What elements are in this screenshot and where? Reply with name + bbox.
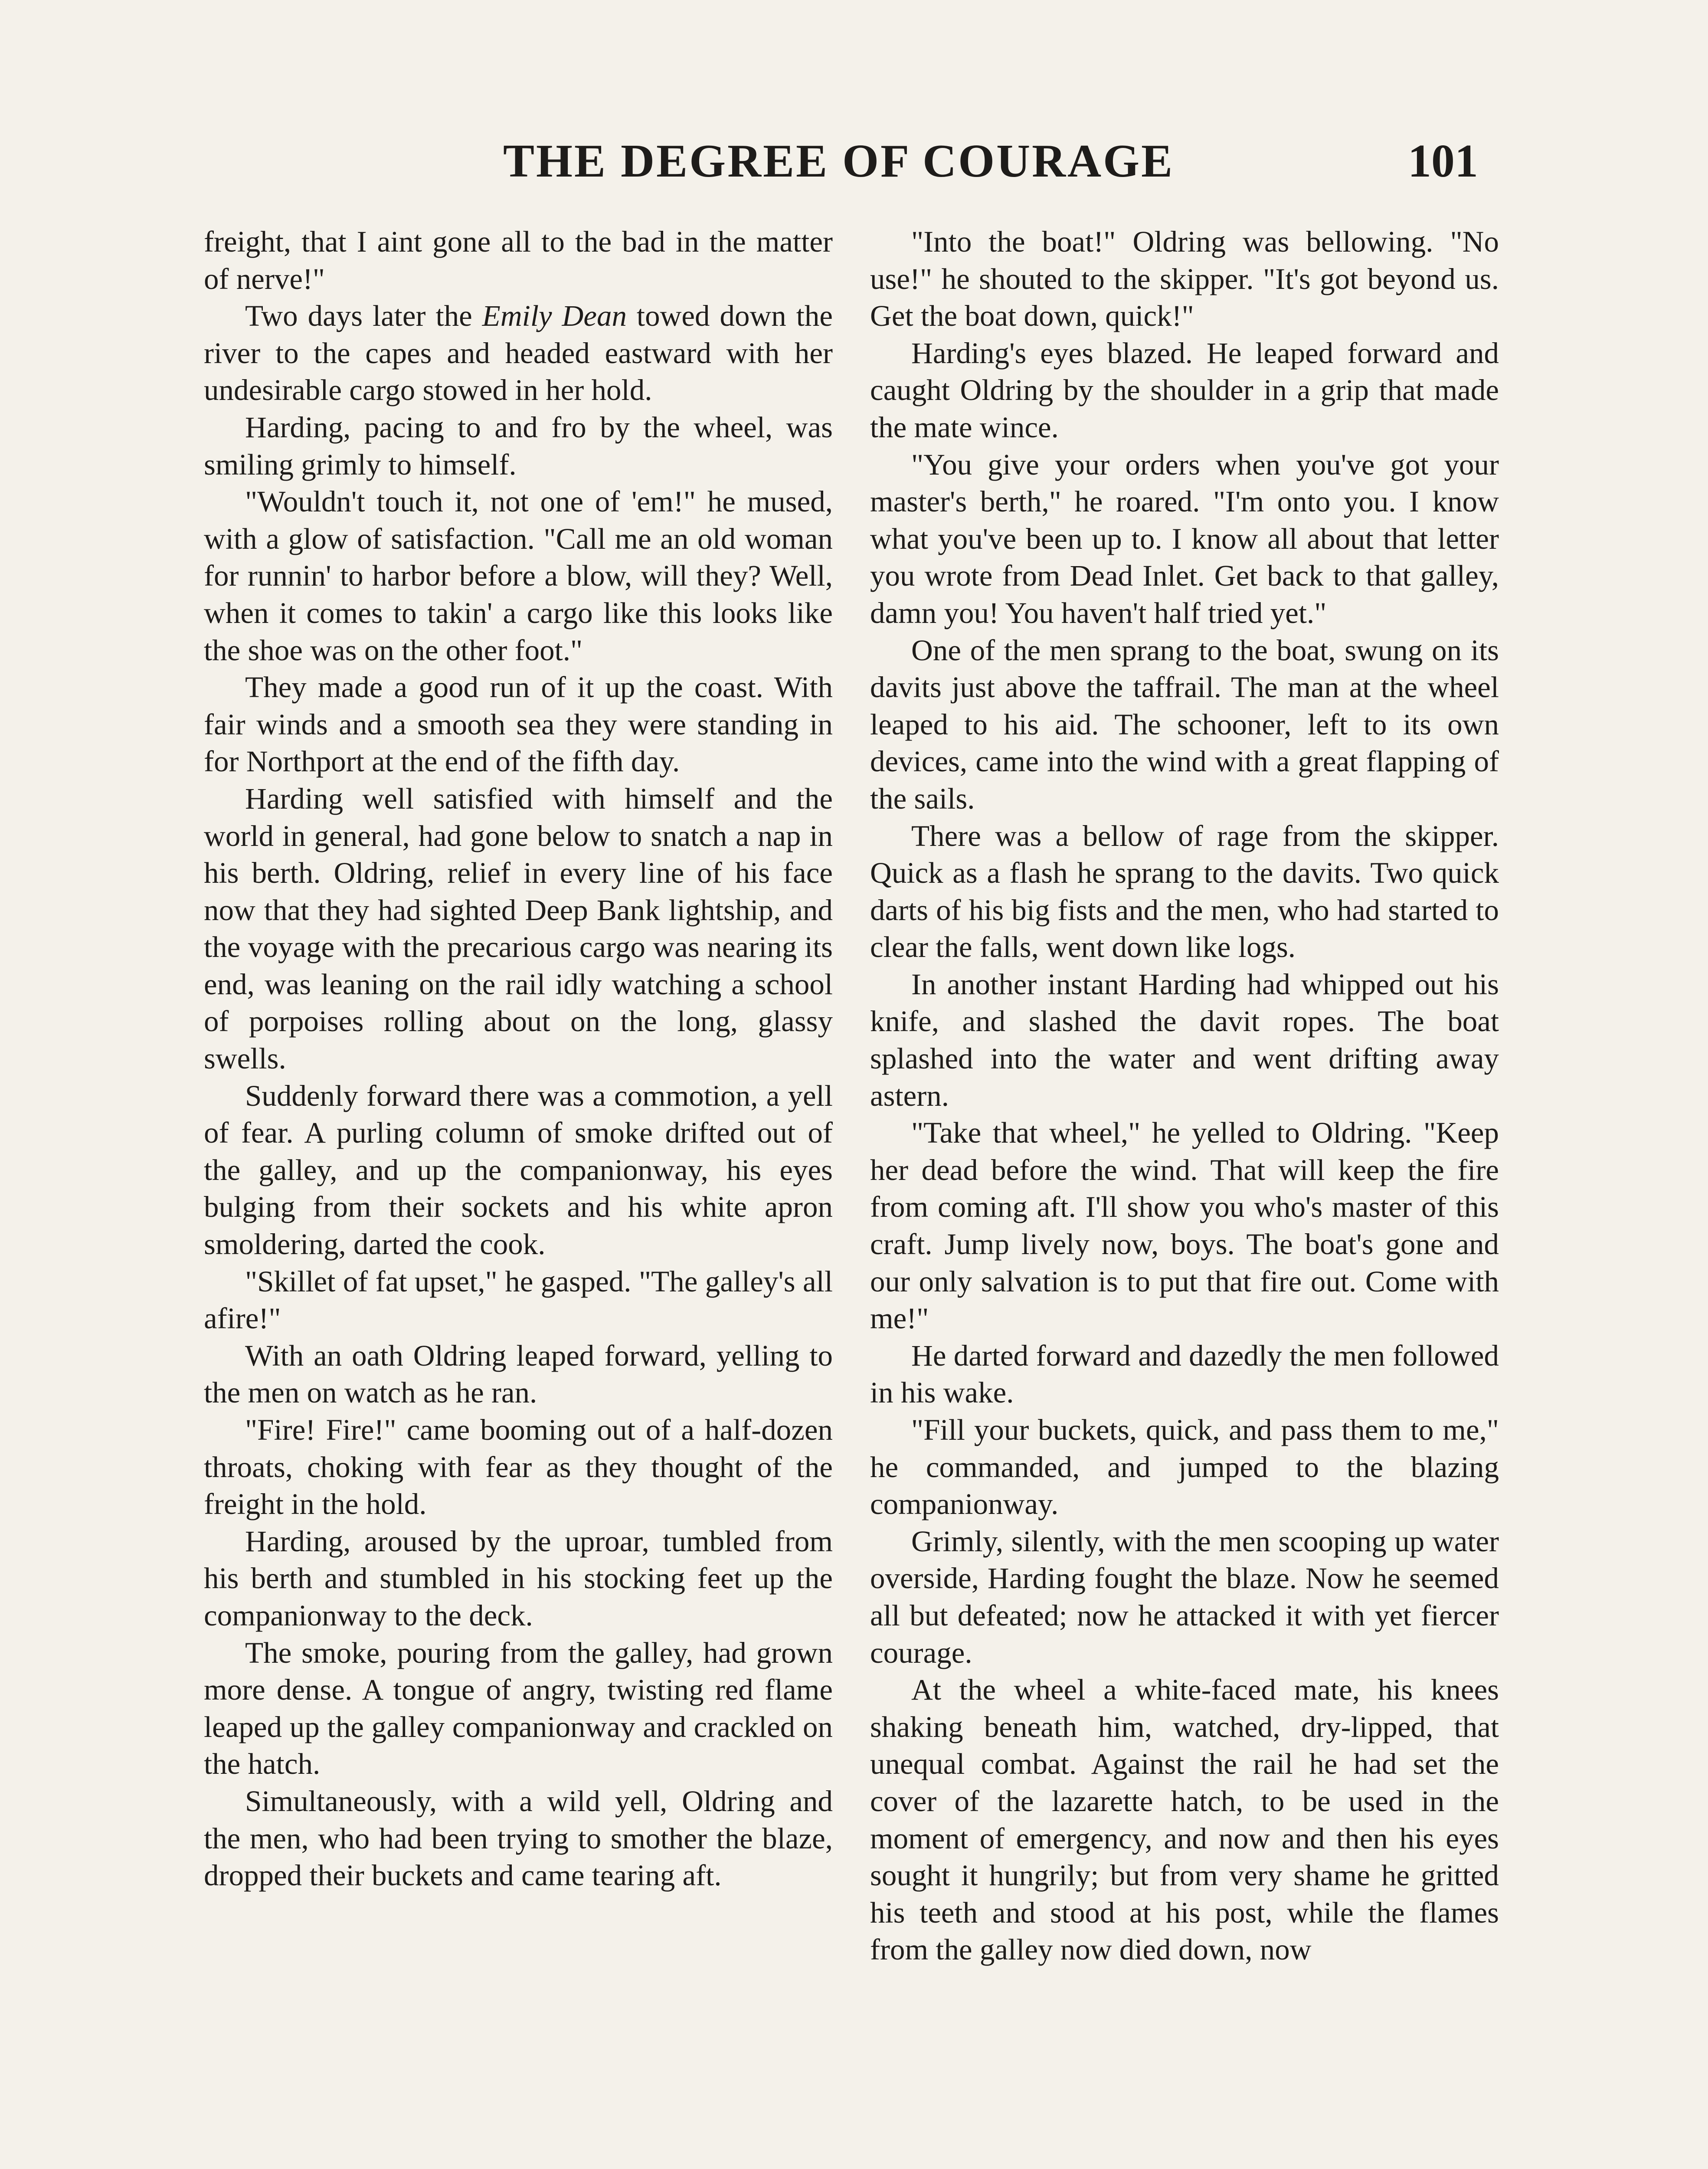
paragraph: Harding well satisfied with himself and the world in general, had gone below to snatch a nap in his berth. Oldring, relief in every line of his face now that they had sighted Deep Bank lightship, and the voyage with the precarious cargo was nearing its end, was leaning on the rail idly watching a school of porpoises rolling about on the long, glassy swells. [204,782,833,1075]
paragraph: "You give your orders when you've got your master's berth," he roared. "I'm onto you. I know what you've been up to. I know all about that letter you wrote from Dead Inlet. Get back to that galley, damn you! You haven't half tried yet." [870,448,1499,629]
paragraph: "Into the boat!" Oldring was bellowing. "No use!" he shouted to the skipper. "It's got beyond us. Get the boat down, quick!" [870,225,1499,333]
paragraph: Simultaneously, with a wild yell, Oldring and the men, who had been trying to smother the blaze, dropped their buckets and came tearing aft. [204,1784,833,1892]
running-title: THE DEGREE OF COURAGE [503,135,1175,187]
paragraph: Harding's eyes blazed. He leaped forward and caught Oldring by the shoulder in a grip that made the mate wince. [870,336,1499,444]
paragraph: freight, that I aint gone all to the bad in the matter of nerve!" [204,225,833,295]
paragraph: They made a good run of it up the coast. With fair winds and a smooth sea they were standing in for Northport at the end of the fifth day. [204,671,833,778]
page-number: 101 [1408,135,1478,187]
paragraph-text: towed down the river to the capes and headed eastward with her undesirable cargo stowed in her hold. [204,299,833,407]
paragraph: One of the men sprang to the boat, swung on its davits just above the taffrail. The man at the wheel leaped to his aid. The schooner, left to its own devices, came into the wind with a great flapping of the sails. [870,633,1499,815]
paragraph: The smoke, pouring from the galley, had grown more dense. A tongue of angry, twisting red flame leaped up the galley companionway and crackled on the hatch. [204,1636,833,1781]
paragraph: "Wouldn't touch it, not one of 'em!" he mused, with a glow of satisfaction. "Call me an old woman for runnin' to harbor before a blow, will they? Well, when it comes to takin' a cargo like this looks like the shoe was on the other foot." [204,485,833,667]
paragraph: With an oath Oldring leaped forward, yelling to the men on watch as he ran. [204,1339,833,1409]
paragraph: Harding, aroused by the uproar, tumbled from his berth and stumbled in his stocking feet up the companionway to the deck. [204,1524,833,1632]
paragraph [204,298,833,409]
paragraph: "Take that wheel," he yelled to Oldring. "Keep her dead before the wind. That will keep the fire from coming aft. I'll show you who's master of this craft. Jump lively now, boys. The boat's gone and our only salvation is to put that fire out. Come with me!" [870,1116,1499,1335]
paragraph: "Skillet of fat upset," he gasped. "The galley's all afire!" [204,1265,833,1335]
paragraph: There was a bellow of rage from the skipper. Quick as a flash he sprang to the davits. Two quick darts of his big fists and the men, who had started to clear the falls, went down like logs. [870,819,1499,964]
paragraph: Grimly, silently, with the men scooping up water overside, Harding fought the blaze. Now he seemed all but defeated; now he attacked it with yet fiercer courage. [870,1524,1499,1669]
paragraph: Suddenly forward there was a commotion, a yell of fear. A purling column of smoke drifted out of the galley, and up the companionway, his eyes bulging from their sockets and his white apron smoldering, darted the cook. [204,1079,833,1261]
paragraph: "Fill your buckets, quick, and pass them to me," he commanded, and jumped to the blazing companionway. [870,1413,1499,1521]
left-column [204,223,833,1894]
paragraph: He darted forward and dazedly the men followed in his wake. [870,1339,1499,1409]
paragraph: Harding, pacing to and fro by the wheel, was smiling grimly to himself. [204,410,833,481]
page-header [494,126,1491,200]
right-column [870,223,1499,1969]
paragraph: In another instant Harding had whipped out his knife, and slashed the davit ropes. The boat splashed into the water and went drifting away astern. [870,967,1499,1112]
paragraph-text: Two days later the [245,299,482,333]
paragraph: "Fire! Fire!" came booming out of a half-dozen throats, choking with fear as they thought of the freight in the hold. [204,1413,833,1521]
paragraph: At the wheel a white-faced mate, his knees shaking beneath him, watched, dry-lipped, that unequal combat. Against the rail he had set the cover of the lazarette hatch, to be used in the moment of emergency, and now and then his eyes sought it hungrily; but from very shame he gritted his teeth and stood at his post, while the flames from the galley now died down, now [870,1673,1499,1966]
ship-name: Emily Dean [482,299,627,333]
